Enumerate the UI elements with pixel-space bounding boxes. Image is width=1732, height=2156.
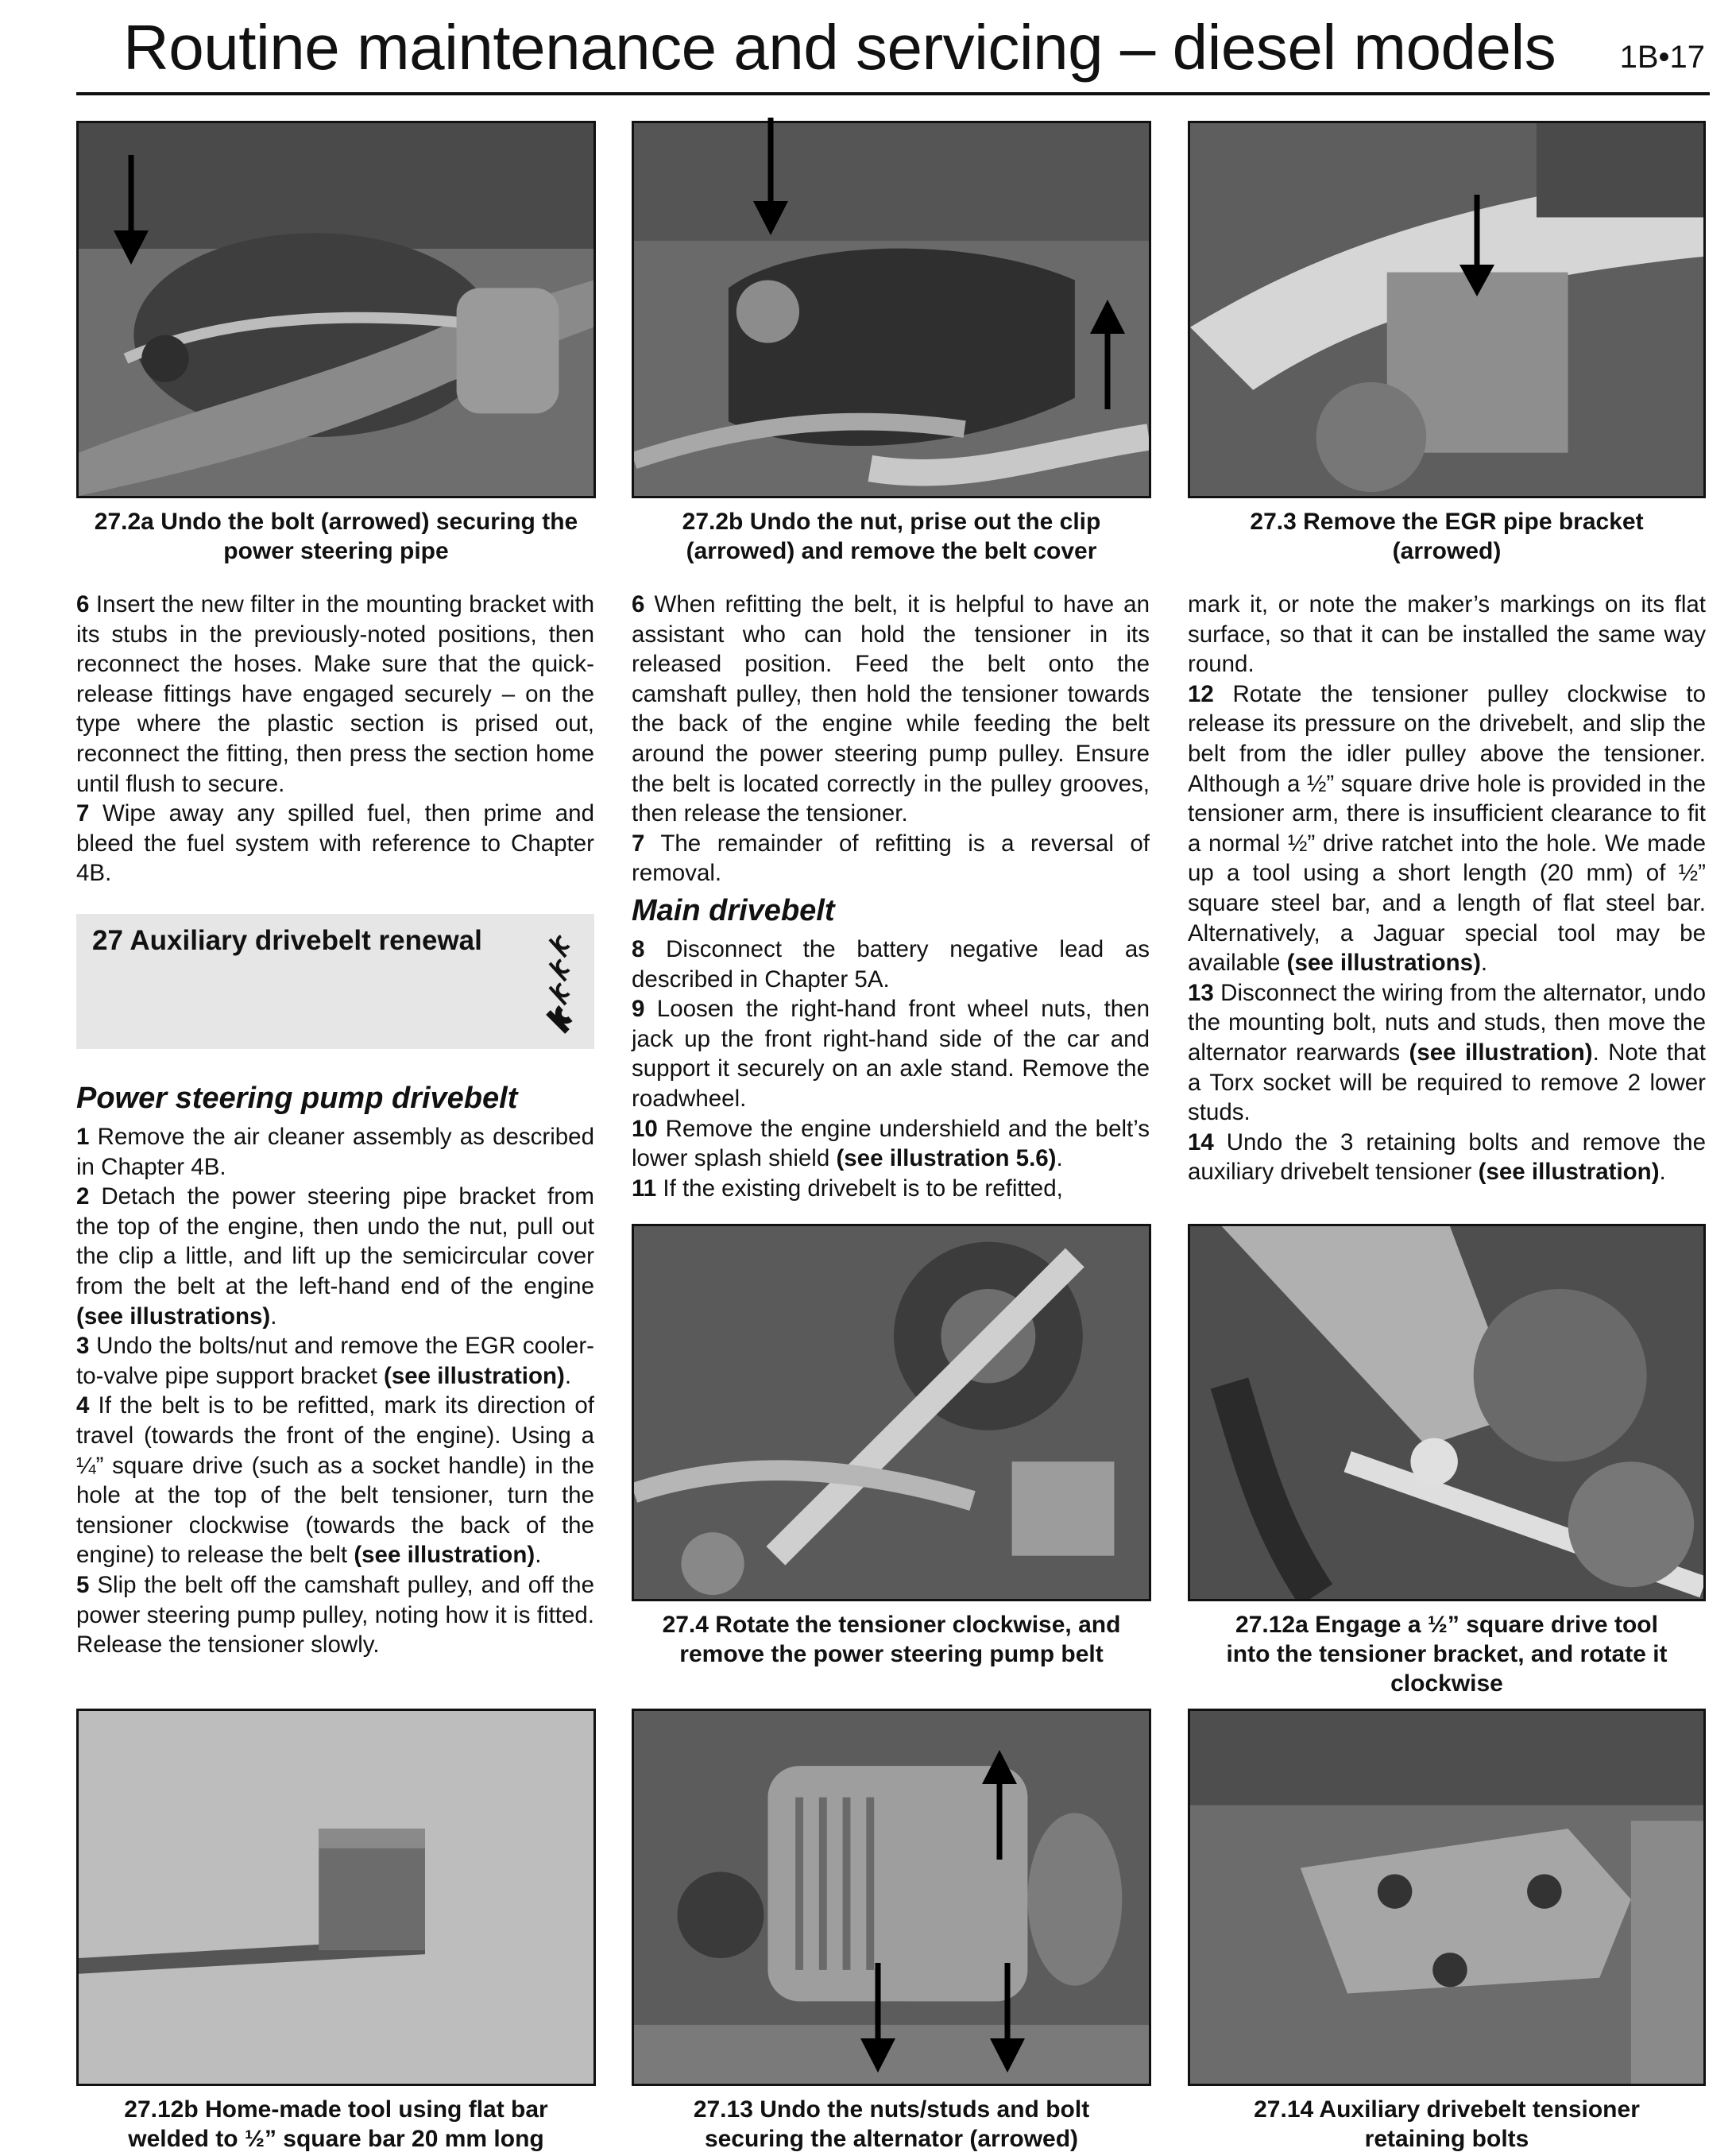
arrow-27-2a <box>107 155 155 266</box>
step-text: Disconnect the wiring from the alternator, undo the mounting bolt, nuts and studs, then move the alternator rearwards <box>1188 979 1706 1066</box>
paragraph <box>632 1174 1150 1204</box>
step-text: . <box>564 1362 572 1389</box>
step-number: 7 <box>76 800 90 827</box>
step-text: Rotate the tensioner pulley clockwise to release its pressure on the drivebelt, and slip the belt from the idler pulley above the tensioner. Although a ½” square drive hole is provided in the tensioner arm, there is insufficient clearance to fit a normal ½” drive ratchet into the hole. We made up a tool using a short length (20 mm) of ½” square steel bar, and a length of flat steel bar. Alternatively, a Jaguar special tool may be available <box>1188 680 1706 977</box>
step-text: . Note that a Torx socket will be required to remove 2 lower studs. <box>1188 1039 1707 1126</box>
illustration-reference: (see illustration) <box>384 1362 565 1389</box>
step-number: 6 <box>632 591 645 617</box>
step-text: Wipe away any spilled fuel, then prime and bleed the fuel system with reference to Chapter 4B. <box>76 800 594 887</box>
illustration-reference: (see illustrations) <box>76 1303 271 1330</box>
step-text: . <box>1480 950 1488 977</box>
step-text: If the belt is to be refitted, mark its direction of travel (towards the front of the engine). Using a ¼” square drive (such as a socket handle) in the hole at the top of the belt tensioner, turn the tensioner clockwise (towards the back of the engine) to release the belt <box>76 1392 594 1569</box>
step-text: mark it, or note the maker’s markings on its flat surface, so that it can be installed the same way round. <box>1188 591 1706 678</box>
step-number: 13 <box>1188 979 1214 1006</box>
caption-line: securing the alternator (arrowed) <box>704 2126 1079 2152</box>
step-text: When refitting the belt, it is helpful to have an assistant who can hold the tensioner in its released position. Feed the belt onto the camshaft pulley, then hold the tensioner towards the back of the engine while feeding the belt around the power steering pump pulley. Ensure the belt is located correctly in the pulley grooves, then release the tensioner. <box>632 591 1150 827</box>
photo-27-2b <box>632 121 1151 498</box>
step-number: 3 <box>76 1333 90 1360</box>
section-title: 27 Auxiliary drivebelt renewal <box>92 925 482 956</box>
step-number: 14 <box>1188 1128 1214 1155</box>
paragraph <box>632 994 1150 1113</box>
step-text: Undo the bolts/nut and remove the EGR cooler-to-valve pipe support bracket <box>76 1333 594 1389</box>
caption-line: retaining bolts <box>1364 2126 1529 2152</box>
caption-line: welded to ½” square bar 20 mm long <box>128 2126 544 2152</box>
illustration-reference: (see illustration) <box>354 1542 535 1569</box>
caption-27-2a <box>76 507 596 566</box>
caption-line: clockwise <box>1390 1670 1503 1697</box>
step-text: . <box>270 1303 277 1330</box>
step-text: Detach the power steering pipe bracket from the top of the engine, then undo the nut, pull out the clip a little, and lift up the semicircular cover from the belt at the left-hand end of the engine <box>76 1183 594 1299</box>
step-text: Loosen the right-hand front wheel nuts, then jack up the front right-hand side of the car and support it securely on an axle stand. Remove the roadwheel. <box>632 996 1150 1112</box>
paragraph <box>1188 679 1706 978</box>
paragraph <box>632 935 1150 994</box>
caption-27-4 <box>632 1610 1151 1669</box>
caption-line: (arrowed) <box>1392 538 1502 564</box>
caption-27-3 <box>1188 507 1706 566</box>
caption-line: remove the power steering pump belt <box>679 1641 1104 1667</box>
caption-line: power steering pipe <box>223 538 449 564</box>
paragraph <box>76 799 594 888</box>
step-number: 7 <box>632 830 645 857</box>
caption-line: 27.4 Rotate the tensioner clockwise, and <box>662 1612 1121 1638</box>
column-1-top <box>76 590 594 888</box>
step-text: Remove the air cleaner assembly as described in Chapter 4B. <box>76 1124 594 1180</box>
page-title: Routine maintenance and servicing – diesel models <box>123 12 1556 83</box>
caption-line: 27.13 Undo the nuts/studs and bolt <box>693 2096 1090 2123</box>
paragraph <box>76 590 594 799</box>
step-text: The remainder of refitting is a reversal of removal. <box>632 830 1150 887</box>
paragraph <box>76 1570 594 1660</box>
step-text: If the existing drivebelt is to be refitted, <box>663 1175 1063 1202</box>
caption-line: 27.3 Remove the EGR pipe bracket <box>1250 509 1644 535</box>
caption-line: 27.2a Undo the bolt (arrowed) securing the <box>94 509 578 535</box>
caption-line: into the tensioner bracket, and rotate it <box>1226 1641 1668 1667</box>
paragraph <box>1188 1128 1706 1187</box>
caption-line: 27.14 Auxiliary drivebelt tensioner <box>1254 2096 1640 2123</box>
paragraph <box>632 1114 1150 1174</box>
photo-27-14 <box>1188 1709 1706 2086</box>
step-number: 11 <box>632 1175 657 1202</box>
subheading-main-drivebelt: Main drivebelt <box>632 893 835 927</box>
illustration-reference: (see illustration 5.6) <box>836 1145 1057 1172</box>
paragraph <box>632 829 1150 888</box>
caption-27-14 <box>1188 2095 1706 2154</box>
illustration-reference: (see illustration) <box>1478 1159 1660 1186</box>
arrow-27-2b-up <box>1084 298 1131 409</box>
step-number: 6 <box>76 591 90 617</box>
difficulty-spanners-icon <box>543 931 585 1035</box>
caption-27-2b <box>632 507 1151 566</box>
illustration-reference: (see illustration) <box>1409 1039 1593 1066</box>
arrow-27-2b-down <box>747 118 794 237</box>
step-text: . <box>1659 1159 1666 1186</box>
caption-27-13 <box>632 2095 1151 2154</box>
column-2 <box>632 590 1150 1203</box>
column-3 <box>1188 590 1706 1187</box>
photo-27-4 <box>632 1224 1151 1601</box>
arrow-27-13-down-left <box>854 1963 902 2074</box>
column-1-bottom <box>76 1073 594 1660</box>
step-number: 5 <box>76 1571 90 1598</box>
step-number: 2 <box>76 1183 90 1210</box>
photo-27-3 <box>1188 121 1706 498</box>
subheading-power-steering: Power steering pump drivebelt <box>76 1082 518 1115</box>
photo-27-12a <box>1188 1224 1706 1601</box>
caption-line: 27.2b Undo the nut, prise out the clip <box>682 509 1101 535</box>
step-text: Insert the new filter in the mounting bracket with its stubs in the previously-noted positions, then reconnect the hoses. Make sure that the quick-release fittings have engaged securely – on the type where the plastic section is prised out, reconnect the fitting, then press the section home until flush to secure. <box>76 591 594 797</box>
caption-line: 27.12a Engage a ½” square drive tool <box>1235 1612 1658 1638</box>
paragraph <box>1188 590 1706 679</box>
arrow-27-13-up <box>976 1748 1023 1860</box>
step-number: 12 <box>1188 680 1214 707</box>
caption-line: 27.12b Home-made tool using flat bar <box>124 2096 548 2123</box>
arrow-27-13-down-right <box>984 1963 1031 2074</box>
step-number: 8 <box>632 935 645 962</box>
step-text: Remove the engine undershield and the belt’s lower splash shield <box>632 1115 1150 1172</box>
page-number: 1B•17 <box>1619 40 1705 75</box>
arrow-27-3 <box>1453 195 1501 298</box>
step-number: 9 <box>632 996 645 1023</box>
paragraph <box>76 1122 594 1182</box>
caption-line: (arrowed) and remove the belt cover <box>686 538 1097 564</box>
step-number: 4 <box>76 1392 90 1419</box>
step-text: Disconnect the battery negative lead as described in Chapter 5A. <box>632 935 1150 993</box>
step-number: 10 <box>632 1115 658 1142</box>
header-rule <box>76 92 1710 95</box>
paragraph <box>76 1331 594 1391</box>
step-text: Undo the 3 retaining bolts and remove the auxiliary drivebelt tensioner <box>1188 1128 1706 1186</box>
paragraph <box>632 590 1150 829</box>
step-number: 1 <box>76 1124 90 1150</box>
caption-27-12b <box>76 2095 596 2154</box>
photo-27-12b <box>76 1709 596 2086</box>
paragraph <box>76 1391 594 1570</box>
section-heading-box <box>76 914 594 1049</box>
step-text: Slip the belt off the camshaft pulley, and off the power steering pump pulley, noting how it is fitted. Release the tensioner slowly. <box>76 1571 594 1659</box>
step-text: . <box>535 1542 542 1569</box>
caption-27-12a <box>1188 1610 1706 1698</box>
illustration-reference: (see illustrations) <box>1286 950 1481 977</box>
paragraph <box>1188 978 1706 1128</box>
paragraph <box>76 1182 594 1331</box>
step-text: . <box>1056 1145 1063 1172</box>
